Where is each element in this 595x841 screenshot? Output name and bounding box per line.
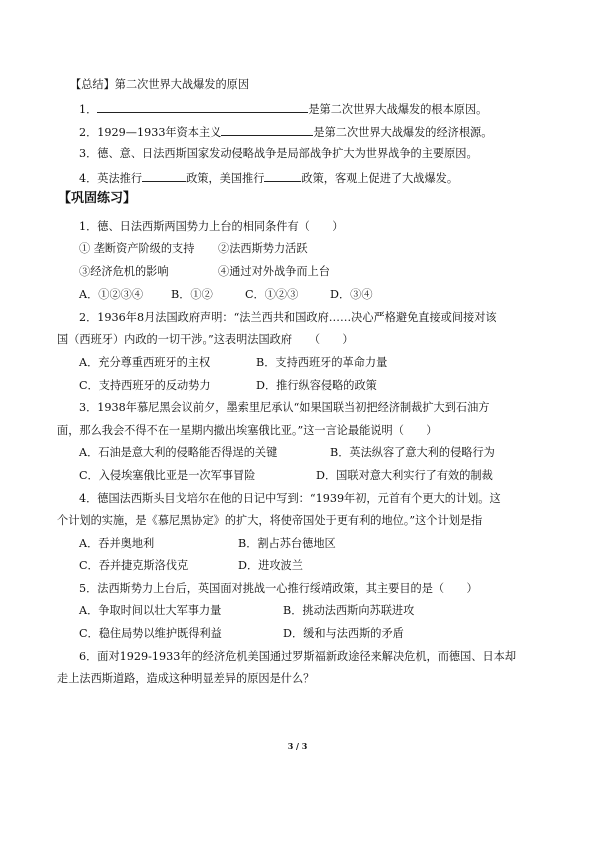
q1-option-a[interactable]: A．①②③④: [79, 288, 144, 301]
q1-option-c[interactable]: C．①②③: [245, 288, 299, 301]
summary-item-2-before: 2．1929—1933年资本主义: [79, 126, 222, 139]
q2-option-c[interactable]: C．支持西班牙的反动势力: [79, 379, 211, 392]
summary-item-1-num: 1．: [79, 103, 98, 116]
fill-blank[interactable]: [97, 101, 308, 113]
summary-item-4-part1: 4．英法推行: [79, 172, 143, 185]
question-6-line-2: 走上法西斯道路，造成这种明显差异的原因是什么？: [57, 672, 315, 685]
q4-option-c[interactable]: C．吞并捷克斯洛伐克: [79, 559, 189, 572]
q1-statement-4: ④通过对外战争而上台: [218, 265, 330, 278]
question-2-line-2: 国（西班牙）内政的一切干涉。”这表明法国政府 （ ）: [57, 333, 354, 346]
summary-item-1: [79, 101, 487, 117]
question-2-line-1: 2．1936年8月法国政府声明：“法兰西共和国政府……决心严格避免直接或间接对该: [79, 311, 497, 324]
q3-option-b[interactable]: B．英法纵容了意大利的侵略行为: [330, 446, 495, 459]
fill-blank[interactable]: [142, 170, 186, 182]
q1-statement-1: ① 垄断资产阶级的支持: [79, 242, 195, 255]
q5-option-d[interactable]: D．缓和与法西斯的矛盾: [283, 627, 404, 640]
q1-option-b[interactable]: B．①②: [171, 288, 213, 301]
summary-item-1-text: 是第二次世界大战爆发的根本原因。: [308, 103, 488, 116]
question-4-line-2: 个计划的实施，是《慕尼黑协定》的扩大，将使帝国处于更有利的地位。”这个计划是指: [57, 514, 483, 527]
q1-option-d[interactable]: D．③④: [330, 288, 373, 301]
question-4-line-1: 4．德国法西斯头目戈培尔在他的日记中写到：“1939年初，元首有个更大的计划。这: [79, 492, 501, 505]
question-5-stem: 5．法西斯势力上台后，英国面对挑战一心推行绥靖政策，其主要目的是（ ）: [79, 582, 478, 595]
q3-option-c[interactable]: C．入侵埃塞俄比亚是一次军事冒险: [79, 469, 256, 482]
summary-item-4-part3: 政策，客观上促进了大战爆发。: [301, 172, 459, 185]
practice-heading: 【巩固练习】: [58, 191, 137, 206]
question-6-line-1: 6．面对1929-1933年的经济危机美国通过罗斯福新政途径来解决危机，而德国、日本却: [79, 650, 517, 663]
q3-option-d[interactable]: D．国联对意大利实行了有效的制裁: [316, 469, 493, 482]
q2-option-a[interactable]: A．充分尊重西班牙的主权: [79, 356, 211, 369]
q4-option-b[interactable]: B．割占苏台德地区: [238, 537, 336, 550]
fill-blank[interactable]: [264, 170, 301, 182]
summary-title: 【总结】第二次世界大战爆发的原因: [70, 78, 250, 91]
summary-item-4-part2: 政策，美国推行: [186, 172, 265, 185]
q1-statement-3: ③经济危机的影响: [79, 265, 169, 278]
q1-statement-2: ②法西斯势力活跃: [218, 242, 308, 255]
page-number: 3 / 3: [287, 741, 308, 751]
question-1-stem: 1．德、日法西斯两国势力上台的相同条件有（ ）: [79, 220, 344, 233]
q5-option-b[interactable]: B．挑动法西斯向苏联进攻: [283, 604, 415, 617]
q4-option-d[interactable]: D．进攻波兰: [238, 559, 303, 572]
question-3-line-1: 3．1938年慕尼黑会议前夕，墨索里尼承认“如果国联当初把经济制裁扩大到石油方: [79, 401, 490, 414]
summary-item-4: [79, 170, 458, 186]
summary-item-3: 3．德、意、日法西斯国家发动侵略战争是局部战争扩大为世界战争的主要原因。: [79, 147, 478, 160]
q5-option-c[interactable]: C．稳住局势以维护既得利益: [79, 627, 222, 640]
q4-option-a[interactable]: A．吞并奥地利: [79, 537, 155, 550]
q2-option-d[interactable]: D．推行纵容侵略的政策: [256, 379, 377, 392]
summary-item-2: [79, 124, 492, 140]
summary-item-2-after: 是第二次世界大战爆发的经济根源。: [313, 126, 493, 139]
q3-option-a[interactable]: A．石油是意大利的侵略能否得逞的关键: [79, 446, 278, 459]
q2-option-b[interactable]: B．支持西班牙的革命力量: [256, 356, 388, 369]
question-3-line-2: 面，那么我会不得不在一星期内撤出埃塞俄比亚。”这一言论最能说明（ ）: [57, 424, 438, 437]
q5-option-a[interactable]: A．争取时间以壮大军事力量: [79, 604, 222, 617]
fill-blank[interactable]: [221, 124, 313, 136]
